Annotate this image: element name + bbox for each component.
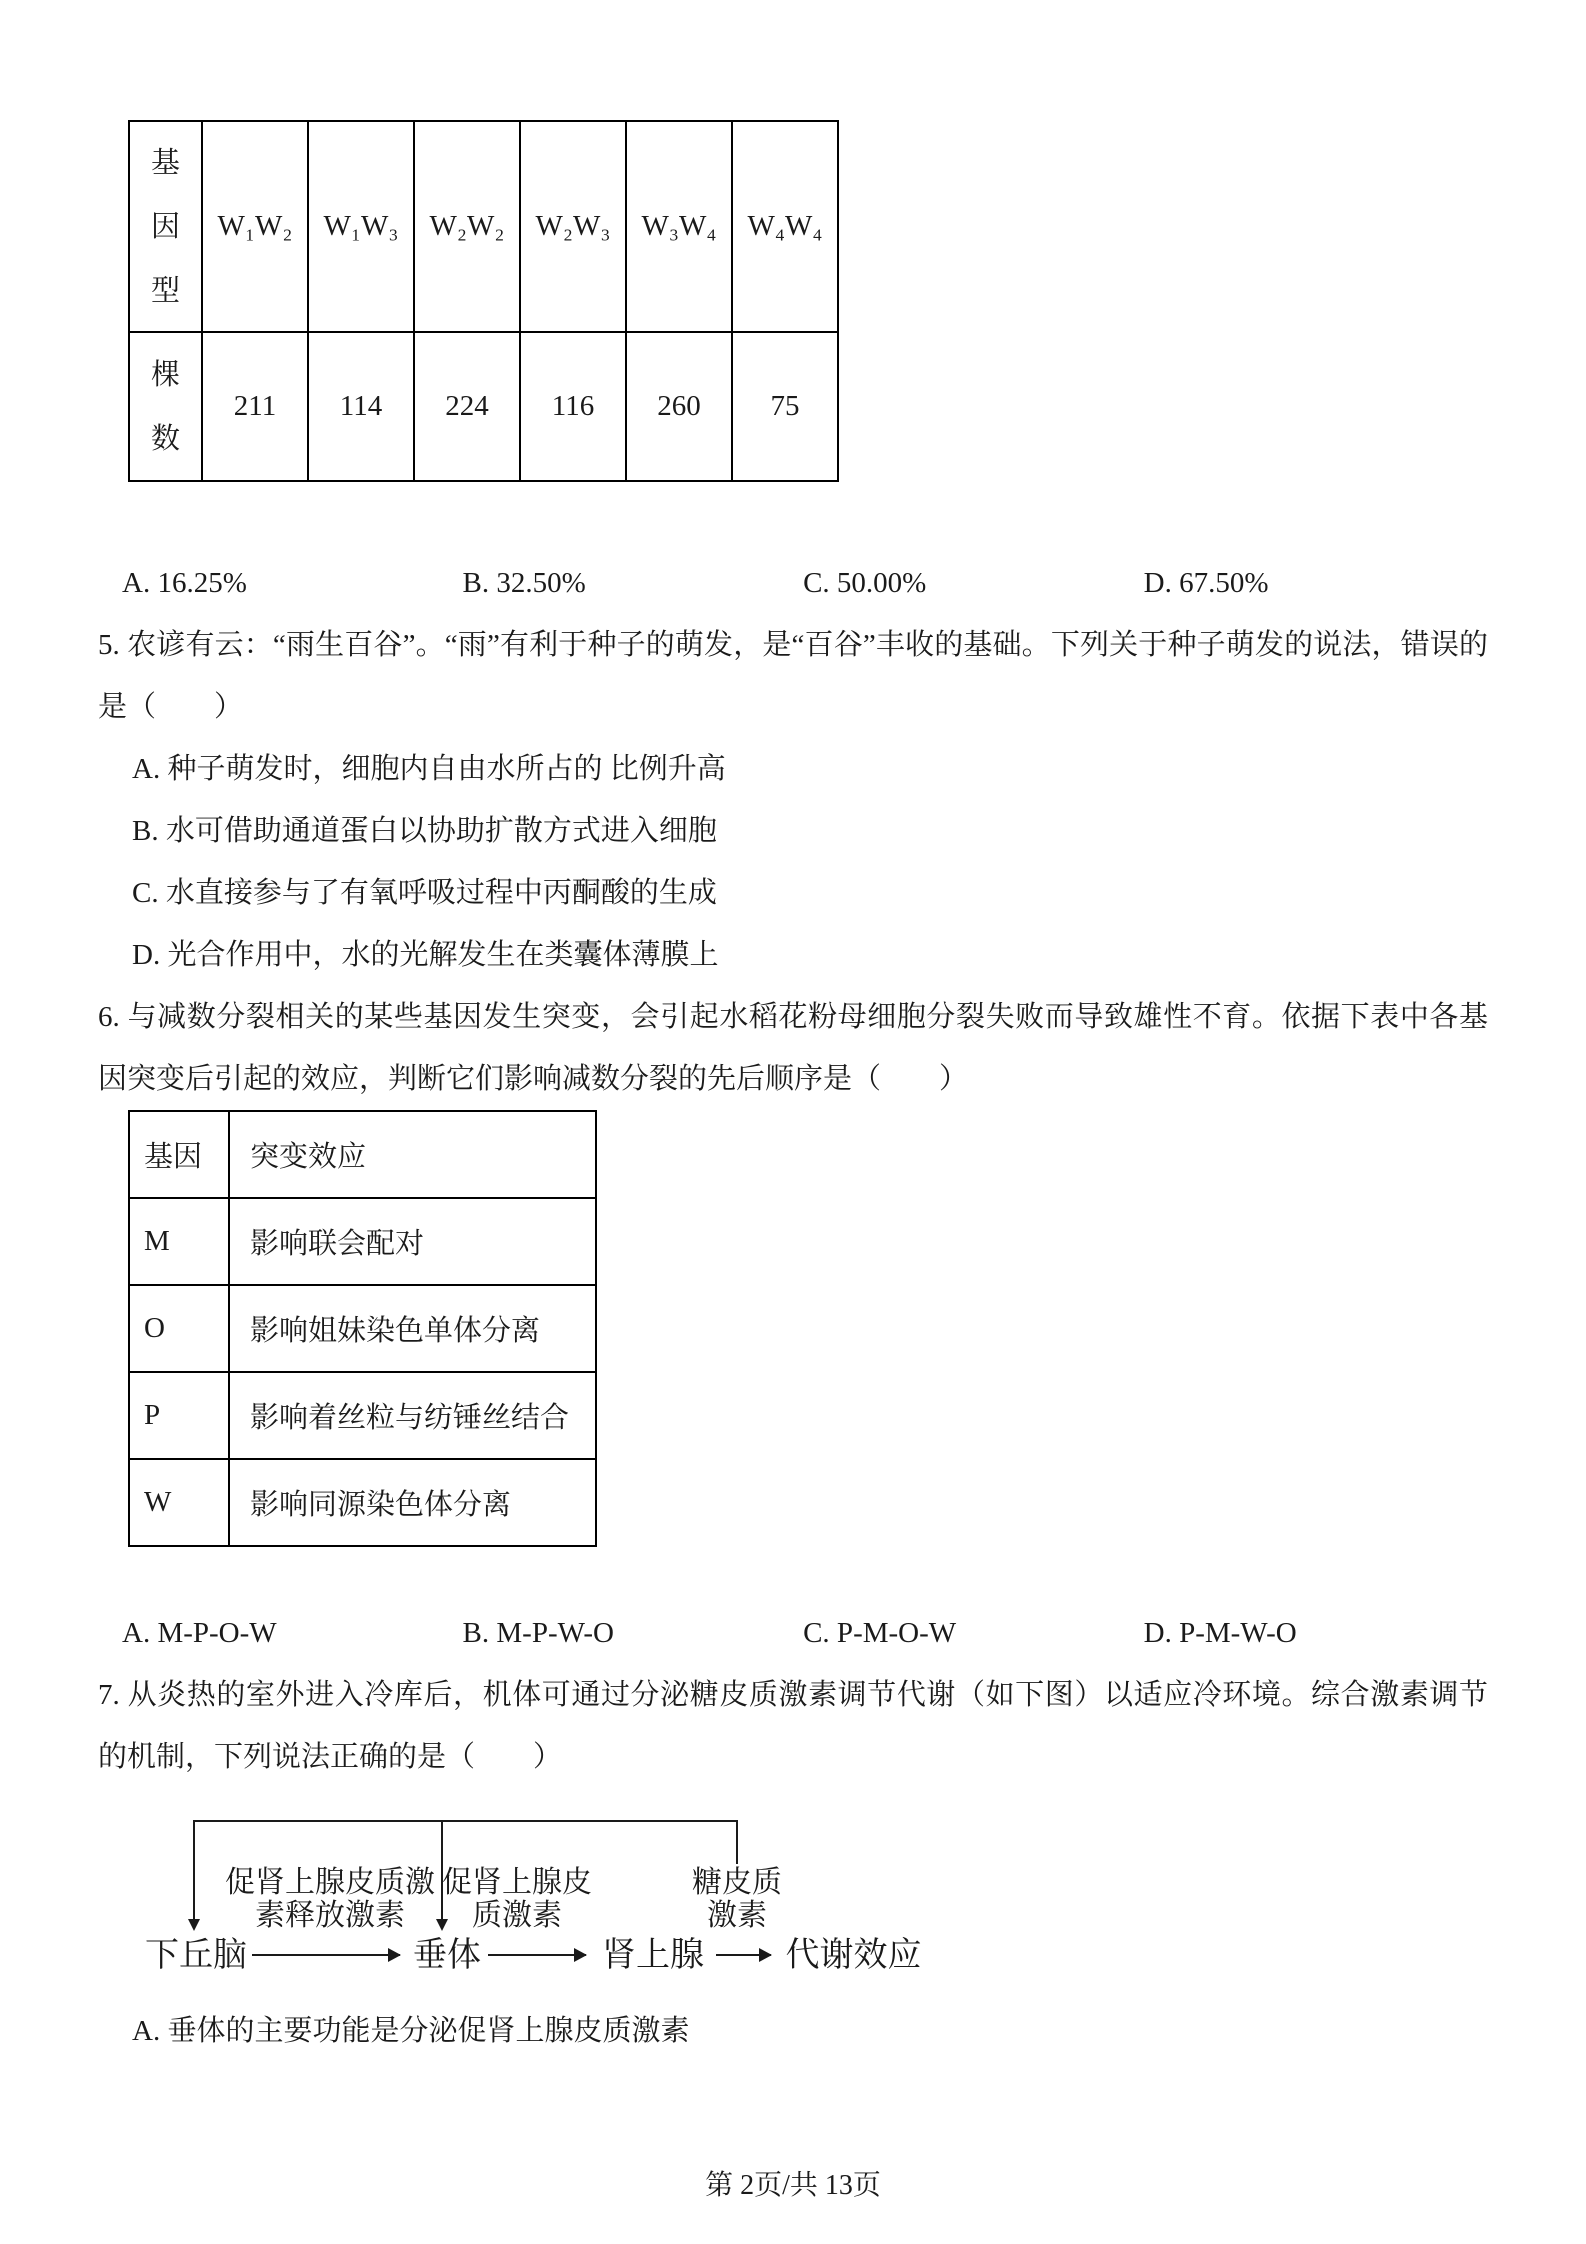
q4-option-d: D. 67.50% [1143, 567, 1269, 599]
label-acth-line2: 质激素 [472, 1899, 562, 1932]
hormone-regulation-diagram [98, 1788, 1488, 2000]
table-row [129, 332, 838, 481]
table-cell: M [129, 1198, 229, 1285]
table-cell: 75 [732, 332, 838, 481]
feedback-arrow-to-hypothalamus [193, 1820, 195, 1920]
table-row [129, 1198, 596, 1285]
q5-option-d: D. 光合作用中，水的光解发生在类囊体薄膜上 [132, 939, 719, 971]
table-row [129, 121, 838, 332]
table-cell: W₂W₂ [414, 121, 520, 332]
table-cell: W₃W₄ [626, 121, 732, 332]
q7-stem: 7. 从炎热的室外进入冷库后，机体可通过分泌糖皮质激素调节代谢（如下图）以适应冷环境。综合激素调节的机制，下列说法正确的是（ ） [98, 1679, 1488, 1773]
gene-mutation-table [128, 1110, 597, 1547]
table-row [129, 1372, 596, 1459]
q5-stem: 5. 农谚有云：“雨生百谷”。“雨”有利于种子的萌发，是“百谷”丰收的基础。下列关于种子萌发的说法，错误的是（ ） [98, 629, 1488, 723]
table-cell: W₄W₄ [732, 121, 838, 332]
q5-option-b: B. 水可借助通道蛋白以协助扩散方式进入细胞 [132, 815, 717, 847]
table-cell: 影响姐妹染色单体分离 [229, 1285, 596, 1372]
table-cell: 224 [414, 332, 520, 481]
arrow-hypothalamus-to-pituitary [252, 1954, 400, 1956]
feedback-line-from-glucocorticoid [736, 1820, 738, 1864]
node-adrenal-gland: 肾上腺 [602, 1937, 704, 1974]
table-cell: 260 [626, 332, 732, 481]
table-cell: 影响同源染色体分离 [229, 1459, 596, 1546]
q5-option-a: A. 种子萌发时，细胞内自由水所占的 比例升高 [132, 753, 726, 785]
genotype-count-table [128, 120, 839, 482]
q4-options-row [98, 552, 1488, 614]
q6-option-c: C. P-M-O-W [803, 1617, 957, 1649]
page-footer: 第 2页/共 13页 [705, 2170, 881, 2201]
table-cell: O [129, 1285, 229, 1372]
table-cell: 影响联会配对 [229, 1198, 596, 1285]
q6-option-d: D. P-M-W-O [1143, 1617, 1297, 1649]
q5-options [98, 738, 1488, 986]
label-acth-line1: 促肾上腺皮 [442, 1866, 592, 1899]
table-row [129, 1111, 596, 1198]
q4-option-b: B. 32.50% [462, 567, 586, 599]
node-metabolic-effect: 代谢效应 [785, 1937, 922, 1974]
table-cell: 116 [520, 332, 626, 481]
table-row [129, 1459, 596, 1546]
feedback-line [193, 1820, 738, 1822]
arrow-adrenal-to-effect [716, 1954, 771, 1956]
q6-stem: 6. 与减数分裂相关的某些基因发生突变，会引起水稻花粉母细胞分裂失败而导致雄性不育。依据下表中各基因突变后引起的效应，判断它们影响减数分裂的先后顺序是（ ） [98, 1001, 1488, 1095]
table-cell: P [129, 1372, 229, 1459]
label-glucocorticoid-line2: 激素 [707, 1899, 767, 1932]
table-cell: 影响着丝粒与纺锤丝结合 [229, 1372, 596, 1459]
q5-option-c: C. 水直接参与了有氧呼吸过程中丙酮酸的生成 [132, 877, 717, 909]
node-hypothalamus: 下丘脑 [145, 1937, 247, 1974]
node-pituitary: 垂体 [413, 1937, 481, 1974]
q6-option-b: B. M-P-W-O [462, 1617, 614, 1649]
table-cell: W₁W₂ [202, 121, 308, 332]
table-header-genotype [129, 121, 202, 332]
q6-options-row [98, 1602, 1488, 1664]
table-cell: W₁W₃ [308, 121, 414, 332]
table-header-effect: 突变效应 [229, 1111, 596, 1198]
q7-option-a: A. 垂体的主要功能是分泌促肾上腺皮质激素 [132, 2015, 690, 2047]
table-cell: W [129, 1459, 229, 1546]
q4-option-c: C. 50.00% [803, 567, 927, 599]
count-header-label: 棵数 [150, 358, 180, 455]
label-crh [210, 1866, 450, 1932]
table-row [129, 1285, 596, 1372]
table-header-count [129, 332, 202, 481]
q4-option-a: A. 16.25% [122, 567, 247, 599]
table-cell: W₂W₃ [520, 121, 626, 332]
q6-option-a: A. M-P-O-W [122, 1617, 277, 1649]
label-glucocorticoid [662, 1866, 812, 1932]
table-header-gene: 基因 [129, 1111, 229, 1198]
table-cell: 114 [308, 332, 414, 481]
label-crh-line2: 素释放激素 [255, 1899, 405, 1932]
page-content [0, 120, 1586, 2062]
arrow-pituitary-to-adrenal [488, 1954, 586, 1956]
genotype-header-label: 基因型 [150, 146, 180, 307]
label-acth [442, 1866, 592, 1932]
label-crh-line1: 促肾上腺皮质激 [225, 1866, 435, 1899]
table-cell: 211 [202, 332, 308, 481]
label-glucocorticoid-line1: 糖皮质 [692, 1866, 782, 1899]
